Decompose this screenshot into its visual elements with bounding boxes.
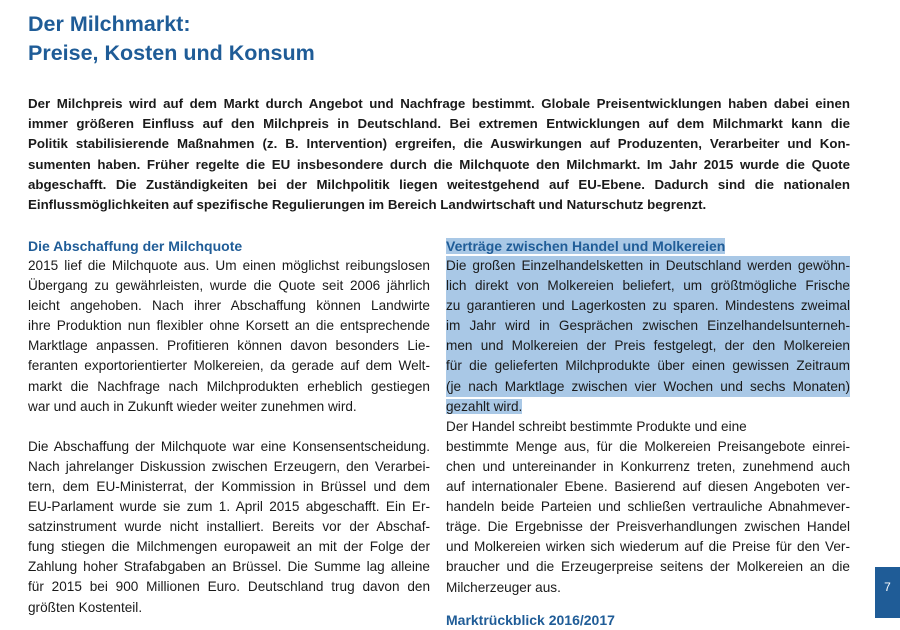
text-line: für 2015 bei 900 Millionen Euro. Deutschland trug davon den xyxy=(28,579,430,595)
intro-line: Einflussmöglichkeiten auf spezifische Regulierungen im Bereich Landwirtschaft und Naturschutz begrenzt. xyxy=(28,197,707,213)
text-line: satzinstrument wurde nicht installiert. Bereits vor der Abschaf- xyxy=(28,519,430,535)
text-line: fung stiegen die Milchmengen europaweit an mit der Folge der xyxy=(28,539,430,555)
text-line: chen und untereinander in Konkurrenz treten, zunehmend auch xyxy=(446,458,850,474)
text-line: war und auch in Zukunft wieder weiter zunehmen wird. xyxy=(28,398,357,414)
text-line xyxy=(446,397,850,437)
highlighted-line: Die großen Einzelhandelsketten in Deutschland werden gewöhn- xyxy=(446,256,850,276)
right-column xyxy=(446,237,850,630)
intro-line: immer größeren Einfluss auf den Milchpreis in Deutschland. Bei extremen Entwicklungen auf dem Milchmarkt kann die xyxy=(28,116,850,132)
text-line: Nach jahrelanger Diskussion zwischen Erzeugern, den Verarbei- xyxy=(28,458,430,474)
highlighted-line: lich direkt von Molkereien beliefert, um größtmögliche Frische xyxy=(446,276,850,296)
text-line: größten Kostenteil. xyxy=(28,599,143,615)
highlighted-line: men und Molkereien der Preis festgelegt, der den Molkereien xyxy=(446,336,850,356)
intro-line: sumenten haben. Früher regelte die EU insbesondere durch die Milchquote den Milchmarkt. Im Jahr 2015 wurde die Quote xyxy=(28,156,850,172)
text-line: bestimmte Menge aus, für die Molkereien Preisangebote einrei- xyxy=(446,438,850,454)
text-line: EU-Parlament wurde sie zum 1. April 2015 abgeschafft. Ein Er- xyxy=(28,499,430,515)
section-heading-vertraege xyxy=(446,237,850,256)
text-line: 2015 lief die Milchquote aus. Um einen möglichst reibungslosen xyxy=(28,258,430,273)
text-line: Milcherzeuger aus. xyxy=(446,579,561,595)
text-line: und Molkereien wirken sich wiederum auf die Preise für den Ver- xyxy=(446,539,850,555)
text-line: markt die Nachfrage nach Milchprodukten erheblich gestiegen xyxy=(28,378,430,394)
paragraph-milchquote-1 xyxy=(28,256,430,417)
text-line: Die Abschaffung der Milchquote war eine Konsensentscheidung. xyxy=(28,438,430,454)
page-number: 7 xyxy=(875,567,900,618)
text-line: Marktlage anpassen. Profitieren können davon besonders Lie- xyxy=(28,338,430,354)
paragraph-milchquote-2 xyxy=(28,437,430,618)
text-line: tern, dem EU-Ministerrat, der Kommission in Brüssel und dem xyxy=(28,478,430,494)
paragraph-vertraege xyxy=(446,256,850,598)
highlighted-line: (je nach Marktlage zwischen vier Wochen und sechs Monaten) xyxy=(446,377,850,397)
page-title-line-1: Der Milchmarkt: xyxy=(28,12,191,36)
highlighted-fragment: gezahlt wird. xyxy=(446,398,523,414)
page-title-line-2: Preise, Kosten und Konsum xyxy=(28,41,315,65)
text-line: leicht angehoben. Nach ihrer Abschaffung können Landwirte xyxy=(28,298,430,314)
highlighted-line: für die gelieferten Milchprodukte über einen gewissen Zeitraum xyxy=(446,356,850,376)
text-fragment: Der Handel schreibt bestimmte Produkte und eine xyxy=(446,418,747,434)
intro-line: Politik stabilisierende Maßnahmen (z. B. Intervention) ergreifen, die Auswirkungen auf Produzenten, Verarbeiter und Kon- xyxy=(28,136,850,152)
highlighted-line: zu garantieren und Lagerkosten zu sparen. Mindestens zweimal xyxy=(446,296,850,316)
text-line: braucher und die Erzeugerpreise seitens der Molkereien an die xyxy=(446,559,850,575)
intro-paragraph xyxy=(28,94,850,215)
text-line: ihre Produktion nun flexibler ohne Korsett an die entsprechende xyxy=(28,318,430,334)
text-line: träge. Die Ergebnisse der Preisverhandlungen zwischen Handel xyxy=(446,519,850,535)
highlighted-heading: Verträge zwischen Handel und Molkereien xyxy=(446,238,726,254)
text-line: auf internationaler Ebene. Basierend auf diesen Angeboten ver- xyxy=(446,479,850,495)
section-heading-milchquote: Die Abschaffung der Milchquote xyxy=(28,238,243,254)
text-line: handeln beide Parteien und schließen vertrauliche Abnahmever- xyxy=(446,499,850,515)
left-column xyxy=(28,237,430,618)
text-line: Übergang zu gewährleisten, wurde die Quote seit 2006 jährlich xyxy=(28,278,430,294)
section-heading-marktrueckblick: Marktrückblick 2016/2017 xyxy=(446,611,615,628)
highlighted-line: im Jahr wird in Gesprächen zwischen Einzelhandelsunterneh- xyxy=(446,316,850,336)
text-line: feranten exportorientierter Molkereien, da gerade auf dem Welt- xyxy=(28,358,430,374)
intro-line: Der Milchpreis wird auf dem Markt durch Angebot und Nachfrage bestimmt. Globale Preisentwicklungen haben dabei einen xyxy=(28,96,850,111)
page-title xyxy=(28,10,315,68)
text-line: Zahlung hoher Strafabgaben an Brüssel. Die Summe lag alleine xyxy=(28,559,430,575)
intro-line: abgeschafft. Die Zuständigkeiten bei der Milchpolitik liegen weitestgehend auf EU-Ebene. Dadurch sind die nationalen xyxy=(28,176,850,192)
